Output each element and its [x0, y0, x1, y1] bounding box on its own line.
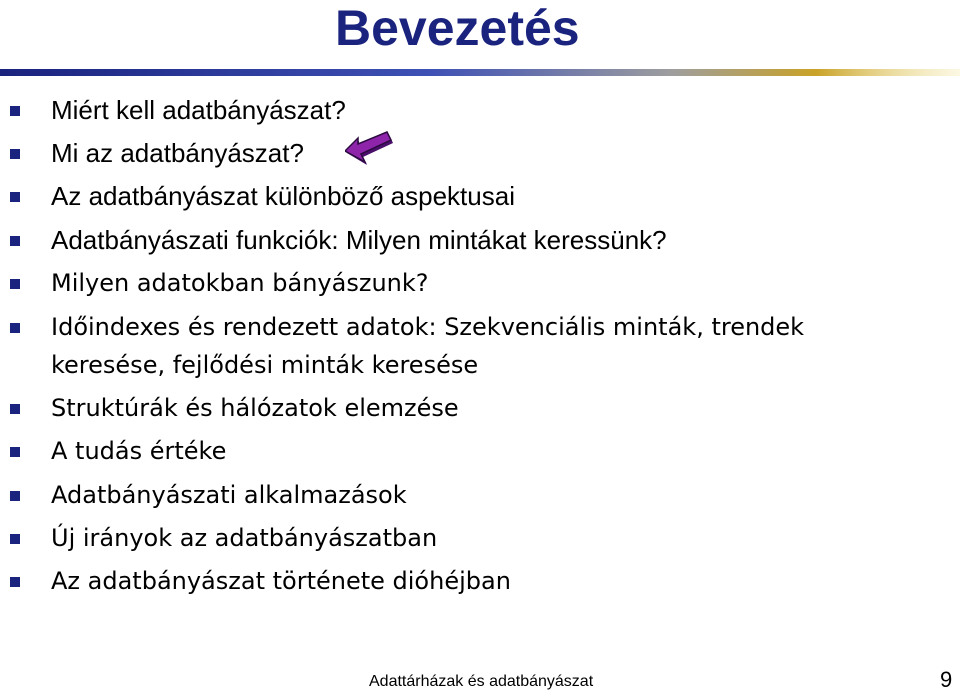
square-bullet-icon	[10, 192, 20, 202]
bullet-text: Mi az adatbányászat?	[51, 138, 304, 168]
page-number: 9	[940, 667, 953, 692]
bullet-text-continuation: keresése, fejlődési minták keresése	[51, 351, 479, 379]
bullet-text: Új irányok az adatbányászatban	[51, 524, 438, 552]
square-bullet-icon	[10, 491, 20, 501]
square-bullet-icon	[10, 404, 20, 414]
arrow-left-icon	[345, 131, 395, 173]
title-underline	[0, 68, 960, 77]
bullet-text: Adatbányászati funkciók: Milyen mintákat keressünk?	[51, 225, 667, 255]
bullet-text: Milyen adatokban bányászunk?	[51, 269, 429, 297]
bullet-text: Miért kell adatbányászat?	[51, 95, 346, 125]
footer-title: Adattárházak és adatbányászat	[369, 673, 594, 690]
bullet-text: A tudás értéke	[51, 437, 227, 465]
square-bullet-icon	[10, 447, 20, 457]
bullet-text: Az adatbányászat története dióhéjban	[51, 567, 511, 595]
bullet-text: Struktúrák és hálózatok elemzése	[51, 394, 459, 422]
square-bullet-icon	[10, 149, 20, 159]
square-bullet-icon	[10, 106, 20, 116]
square-bullet-icon	[10, 323, 20, 333]
square-bullet-icon	[10, 534, 20, 544]
bullet-text: Az adatbányászat különböző aspektusai	[51, 181, 515, 211]
square-bullet-icon	[10, 236, 20, 246]
square-bullet-icon	[10, 279, 20, 289]
slide-title: Bevezetés	[335, 0, 580, 56]
bullet-text: Adatbányászati alkalmazások	[51, 481, 407, 509]
square-bullet-icon	[10, 577, 20, 587]
bullet-text: Időindexes és rendezett adatok: Szekvenciális minták, trendek	[51, 313, 805, 341]
